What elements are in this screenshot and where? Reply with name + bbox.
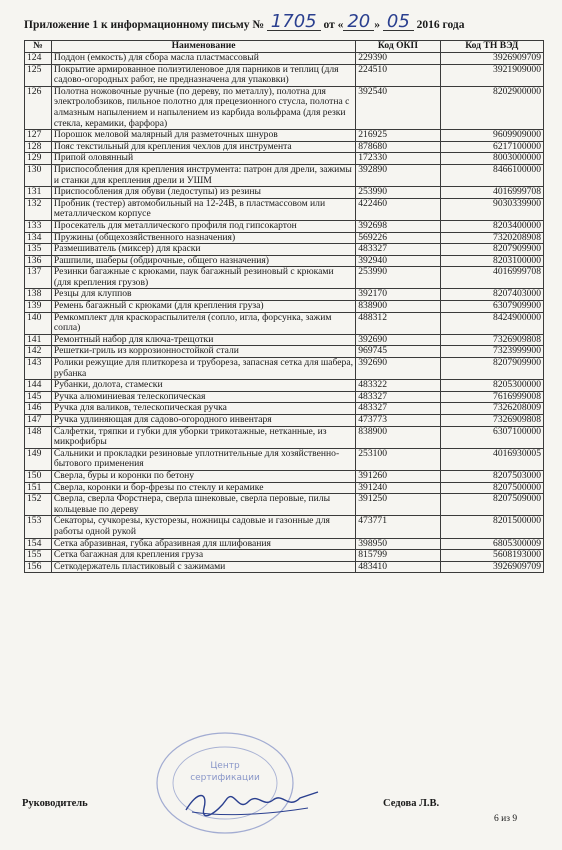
- row-name: Решетки-гриль из коррозионностойкой стали: [51, 346, 355, 358]
- table-row: [25, 53, 544, 65]
- table-row: [25, 470, 544, 482]
- row-tnved-code: 3926909709: [440, 53, 543, 65]
- row-tnved-code: 8207403000: [440, 289, 543, 301]
- row-tnved-code: 6217100000: [440, 141, 543, 153]
- table-row: [25, 448, 544, 470]
- table-row: [25, 538, 544, 550]
- row-okp-code: 838900: [356, 426, 440, 448]
- row-tnved-code: 6805300009: [440, 538, 543, 550]
- row-number: 129: [25, 153, 52, 165]
- row-tnved-code: 7320208908: [440, 232, 543, 244]
- row-number: 146: [25, 403, 52, 415]
- row-number: 141: [25, 334, 52, 346]
- table-row: [25, 220, 544, 232]
- col-header-number: №: [25, 41, 52, 53]
- table-row: [25, 141, 544, 153]
- row-name: Пружины (общехозяйственного назначения): [51, 232, 355, 244]
- row-tnved-code: 8466100000: [440, 164, 543, 186]
- row-okp-code: 224510: [356, 64, 440, 86]
- row-tnved-code: 6307100000: [440, 426, 543, 448]
- row-okp-code: 229390: [356, 53, 440, 65]
- row-number: 151: [25, 482, 52, 494]
- table-row: [25, 494, 544, 516]
- row-number: 132: [25, 198, 52, 220]
- row-number: 149: [25, 448, 52, 470]
- row-tnved-code: 4016999708: [440, 267, 543, 289]
- table-row: [25, 289, 544, 301]
- row-number: 127: [25, 130, 52, 142]
- table-row: [25, 255, 544, 267]
- row-name: Ремкомплект для краскораспылителя (сопло, игла, форсунка, зажим сопла): [51, 312, 355, 334]
- row-tnved-code: 8207503000: [440, 470, 543, 482]
- header-quote-close: »: [374, 19, 381, 31]
- table-row: [25, 244, 544, 256]
- row-okp-code: 392940: [356, 255, 440, 267]
- row-okp-code: 473771: [356, 516, 440, 538]
- row-tnved-code: 8207509000: [440, 494, 543, 516]
- row-number: 137: [25, 267, 52, 289]
- row-okp-code: 253100: [356, 448, 440, 470]
- row-name: Ручка удлиняющая для садово-огородного инвентаря: [51, 415, 355, 427]
- col-header-tnved: Код ТН ВЭД: [440, 41, 543, 53]
- row-number: 145: [25, 391, 52, 403]
- row-name: Ремень багажный с крюками (для крепления груза): [51, 301, 355, 313]
- row-okp-code: 391250: [356, 494, 440, 516]
- row-name: Ролики режущие для плиткореза и трубореза, запасная сетка для шабера, рубанка: [51, 358, 355, 380]
- row-tnved-code: 5608193000: [440, 550, 543, 562]
- table-row: [25, 232, 544, 244]
- col-header-okp: Код ОКП: [356, 41, 440, 53]
- row-number: 133: [25, 220, 52, 232]
- row-name: Размешиватель (миксер) для краски: [51, 244, 355, 256]
- table-row: [25, 267, 544, 289]
- row-tnved-code: 3921909000: [440, 64, 543, 86]
- row-okp-code: 392698: [356, 220, 440, 232]
- row-tnved-code: 6307909900: [440, 301, 543, 313]
- row-okp-code: 391240: [356, 482, 440, 494]
- row-name: Поддон (емкость) для сбора масла пластмассовый: [51, 53, 355, 65]
- row-okp-code: 216925: [356, 130, 440, 142]
- table-row: [25, 516, 544, 538]
- row-number: 131: [25, 187, 52, 199]
- row-tnved-code: 8202900000: [440, 86, 543, 129]
- row-tnved-code: 7326208009: [440, 403, 543, 415]
- table-row: [25, 346, 544, 358]
- svg-text:сертификации: сертификации: [190, 773, 260, 783]
- row-okp-code: 488312: [356, 312, 440, 334]
- row-name: Сверла, буры и коронки по бетону: [51, 470, 355, 482]
- row-tnved-code: 9609909000: [440, 130, 543, 142]
- row-number: 155: [25, 550, 52, 562]
- row-name: Сеткодержатель пластиковый с зажимами: [51, 561, 355, 573]
- row-okp-code: 483327: [356, 391, 440, 403]
- row-okp-code: 392890: [356, 164, 440, 186]
- row-name: Сверла, сверла Форстнера, сверла шнековые, сверла перовые, пилы кольцевые по дереву: [51, 494, 355, 516]
- row-number: 147: [25, 415, 52, 427]
- row-name: Ремонтный набор для ключа-трещотки: [51, 334, 355, 346]
- signatory-name: Седова Л.В.: [383, 798, 440, 809]
- row-name: Резинки багажные с крюками, паук багажный резиновый с крюками (для крепления грузов): [51, 267, 355, 289]
- table-row: [25, 550, 544, 562]
- row-name: Резцы для клуппов: [51, 289, 355, 301]
- row-name: Покрытие армированное полиэтиленовое для парников и теплиц (для садово-огородных работ, не предназначена для упаковки): [51, 64, 355, 86]
- table-row: [25, 482, 544, 494]
- table-row: [25, 86, 544, 129]
- row-okp-code: 483327: [356, 403, 440, 415]
- row-tnved-code: 8203400000: [440, 220, 543, 232]
- header-from: от «: [323, 19, 344, 31]
- row-tnved-code: 7616999008: [440, 391, 543, 403]
- signatory-position: Руководитель: [22, 798, 88, 809]
- table-row: [25, 561, 544, 573]
- row-name: Пробник (тестер) автомобильный на 12-24В, в пластмассовом или металлическом корпусе: [51, 198, 355, 220]
- row-number: 154: [25, 538, 52, 550]
- row-name: Припой оловянный: [51, 153, 355, 165]
- row-okp-code: 398950: [356, 538, 440, 550]
- row-okp-code: 878680: [356, 141, 440, 153]
- row-okp-code: 969745: [356, 346, 440, 358]
- handwritten-signature: [178, 782, 328, 822]
- row-number: 150: [25, 470, 52, 482]
- row-name: Просекатель для металлического профиля под гипсокартон: [51, 220, 355, 232]
- table-row: [25, 358, 544, 380]
- row-number: 143: [25, 358, 52, 380]
- row-name: Ручка для валиков, телескопическая ручка: [51, 403, 355, 415]
- row-number: 148: [25, 426, 52, 448]
- row-number: 153: [25, 516, 52, 538]
- row-tnved-code: 4016999708: [440, 187, 543, 199]
- row-okp-code: 392170: [356, 289, 440, 301]
- row-name: Рашпили, шаберы (обдирочные, общего назначения): [51, 255, 355, 267]
- row-tnved-code: 8207909900: [440, 244, 543, 256]
- row-number: 136: [25, 255, 52, 267]
- row-number: 142: [25, 346, 52, 358]
- table-row: [25, 153, 544, 165]
- page-number: 6 из 9: [494, 814, 518, 824]
- table-row: [25, 312, 544, 334]
- table-row: [25, 64, 544, 86]
- row-name: Сверла, коронки и бор-фрезы по стеклу и керамике: [51, 482, 355, 494]
- row-number: 124: [25, 53, 52, 65]
- row-okp-code: 483410: [356, 561, 440, 573]
- table-row: [25, 403, 544, 415]
- row-okp-code: 483322: [356, 380, 440, 392]
- letter-month: 05: [383, 14, 414, 31]
- row-okp-code: 392540: [356, 86, 440, 129]
- row-tnved-code: 8205300000: [440, 380, 543, 392]
- table-header-row: [25, 41, 544, 53]
- row-tnved-code: 4016930005: [440, 448, 543, 470]
- row-tnved-code: 8207500000: [440, 482, 543, 494]
- row-name: Приспособления для обуви (ледоступы) из резины: [51, 187, 355, 199]
- row-okp-code: 473773: [356, 415, 440, 427]
- row-number: 134: [25, 232, 52, 244]
- row-okp-code: 392690: [356, 334, 440, 346]
- row-okp-code: 569226: [356, 232, 440, 244]
- row-okp-code: 253990: [356, 267, 440, 289]
- table-row: [25, 187, 544, 199]
- table-row: [25, 334, 544, 346]
- table-row: [25, 426, 544, 448]
- row-number: 138: [25, 289, 52, 301]
- row-name: Приспособления для крепления инструмента: патрон для дрели, зажимы и станки для крепления дрели и УШМ: [51, 164, 355, 186]
- row-number: 139: [25, 301, 52, 313]
- table-row: [25, 391, 544, 403]
- row-tnved-code: 3926909709: [440, 561, 543, 573]
- row-tnved-code: 8424900000: [440, 312, 543, 334]
- row-name: Порошок меловой малярный для разметочных шнуров: [51, 130, 355, 142]
- header-prefix: Приложение 1 к информационному письму №: [24, 19, 264, 31]
- row-okp-code: 391260: [356, 470, 440, 482]
- row-name: Полотна ножовочные ручные (по дереву, по металлу), полотна для электролобзиков, пильное полотно для прецезионного стусла, полотна с алмазным напылением и напылением из карбида вольфрама (для резки стекла, керамики, фарфора): [51, 86, 355, 129]
- row-number: 130: [25, 164, 52, 186]
- row-name: Ручка алюминиевая телескопическая: [51, 391, 355, 403]
- table-row: [25, 198, 544, 220]
- row-tnved-code: 8207909900: [440, 358, 543, 380]
- table-row: [25, 301, 544, 313]
- svg-text:Центр: Центр: [210, 761, 240, 771]
- row-name: Пояс текстильный для крепления чехлов для инструмента: [51, 141, 355, 153]
- row-tnved-code: 8203100000: [440, 255, 543, 267]
- row-number: 144: [25, 380, 52, 392]
- products-table: [24, 40, 544, 573]
- table-row: [25, 415, 544, 427]
- row-number: 135: [25, 244, 52, 256]
- col-header-name: Наименование: [51, 41, 355, 53]
- row-okp-code: 422460: [356, 198, 440, 220]
- row-okp-code: 172330: [356, 153, 440, 165]
- table-row: [25, 380, 544, 392]
- row-tnved-code: 7323999900: [440, 346, 543, 358]
- header-year: 2016 года: [416, 19, 465, 31]
- row-tnved-code: 9030339900: [440, 198, 543, 220]
- row-okp-code: 815799: [356, 550, 440, 562]
- row-number: 126: [25, 86, 52, 129]
- row-name: Секаторы, сучкорезы, кусторезы, ножницы садовые и газонные для работы одной рукой: [51, 516, 355, 538]
- letter-day: 20: [343, 14, 374, 31]
- row-okp-code: 838900: [356, 301, 440, 313]
- row-number: 152: [25, 494, 52, 516]
- table-row: [25, 164, 544, 186]
- row-tnved-code: 7326909808: [440, 415, 543, 427]
- row-number: 125: [25, 64, 52, 86]
- row-okp-code: 253990: [356, 187, 440, 199]
- table-row: [25, 130, 544, 142]
- row-name: Сетка абразивная, губка абразивная для шлифования: [51, 538, 355, 550]
- row-name: Сальники и прокладки резиновые уплотнительные для хозяйственно-бытового применения: [51, 448, 355, 470]
- row-number: 156: [25, 561, 52, 573]
- row-tnved-code: 8201500000: [440, 516, 543, 538]
- row-tnved-code: 8003000000: [440, 153, 543, 165]
- row-name: Рубанки, долота, стамески: [51, 380, 355, 392]
- row-okp-code: 483327: [356, 244, 440, 256]
- row-name: Салфетки, тряпки и губки для уборки трикотажные, нетканные, из микрофибры: [51, 426, 355, 448]
- row-tnved-code: 7326909808: [440, 334, 543, 346]
- row-number: 128: [25, 141, 52, 153]
- row-number: 140: [25, 312, 52, 334]
- row-okp-code: 392690: [356, 358, 440, 380]
- row-name: Сетка багажная для крепления груза: [51, 550, 355, 562]
- letter-number: 1705: [267, 14, 321, 31]
- table-body: [25, 53, 544, 573]
